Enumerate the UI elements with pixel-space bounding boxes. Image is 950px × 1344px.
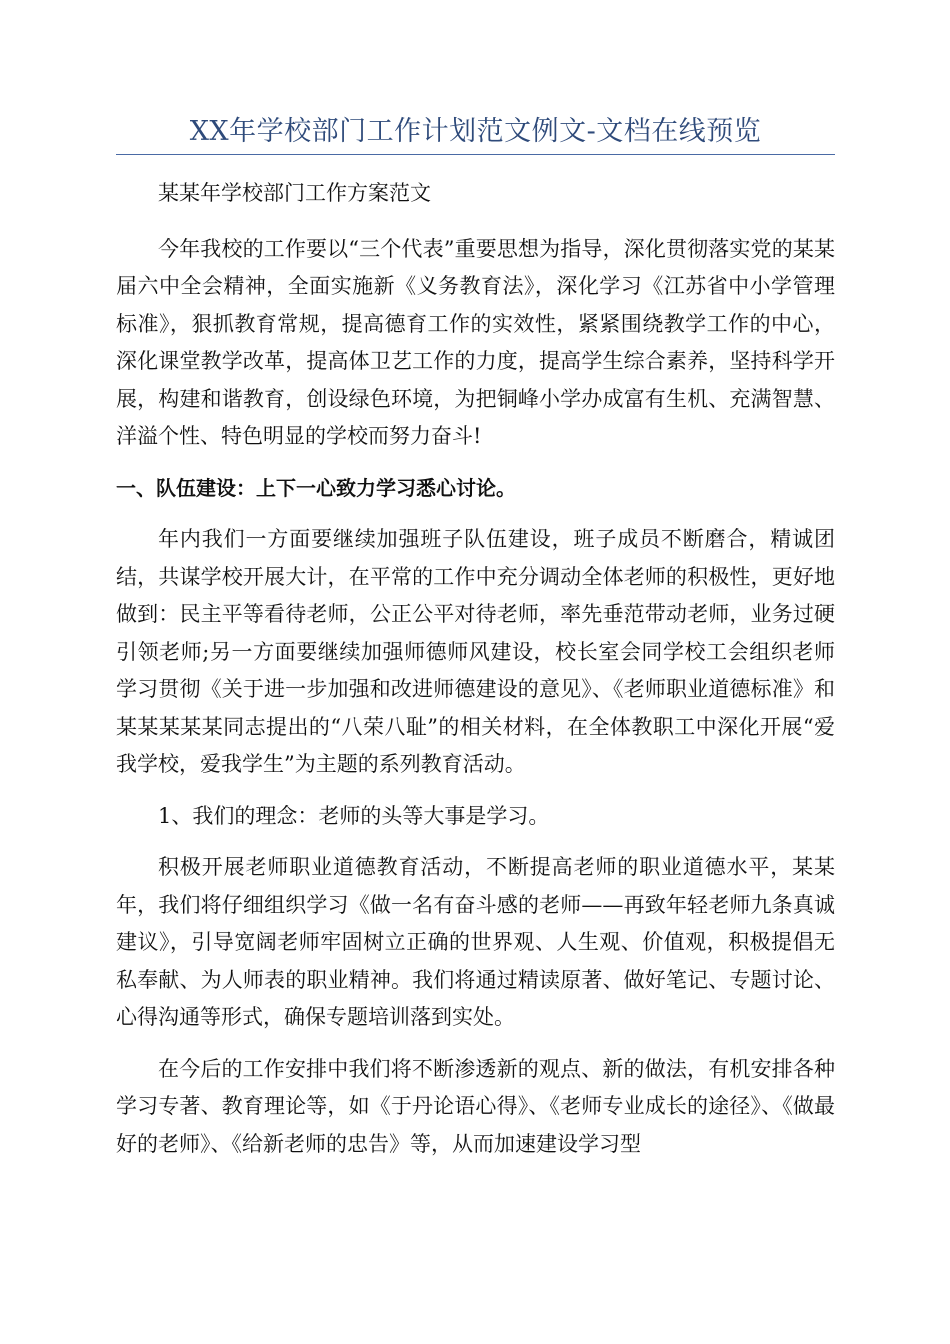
title-underline <box>116 154 835 155</box>
document-subtitle: 某某年学校部门工作方案范文 <box>158 181 431 205</box>
document-title: XX年学校部门工作计划范文例文-文档在线预览 <box>189 116 762 147</box>
paragraph-ethics-education: 积极开展老师职业道德教育活动，不断提高老师的职业道德水平，某某年，我们将仔细组织学习《做一名有奋斗感的老师——再致年轻老师九条真诚建议》，引导宽阔老师牢固树立正确的世界观、人生观、价值观，积极提倡无私奉献、为人师表的职业精神。我们将通过精读原著、做好笔记、专题讨论、心得沟通等形式，确保专题培训落到实处。 <box>116 855 835 1029</box>
paragraph-team-building: 年内我们一方面要继续加强班子队伍建设，班子成员不断磨合，精诚团结，共谋学校开展大计，在平常的工作中充分调动全体老师的积极性，更好地做到：民主平等看待老师，公正公平对待老师，率先垂范带动老师，业务过硬引领老师;另一方面要继续加强师德师风建设，校长室会同学校工会组织老师学习贯彻《关于进一步加强和改进师德建设的意见》、《老师职业道德标准》和某某某某某同志提出的“八荣八耻”的相关材料，在全体教职工中深化开展“爱我学校，爱我学生”为主题的系列教育活动。 <box>116 527 835 776</box>
paragraph-future-work: 在今后的工作安排中我们将不断渗透新的观点、新的做法，有机安排各种学习专著、教育理论等，如《于丹论语心得》、《老师专业成长的途径》、《做最好的老师》、《给新老师的忠告》等，从而加速建设学习型 <box>116 1056 835 1156</box>
document-body <box>116 175 835 1177</box>
section-heading-team-building: 一、队伍建设：上下一心致力学习悉心讨论。 <box>116 475 516 500</box>
point-heading-learning: 1、我们的理念：老师的头等大事是学习。 <box>158 803 550 828</box>
paragraph-intro: 今年我校的工作要以“三个代表”重要思想为指导，深化贯彻落实党的某某届六中全会精神，全面实施新《义务教育法》，深化学习《江苏省中小学管理标准》，狠抓教育常规，提高德育工作的实效性，紧紧围绕教学工作的中心，深化课堂教学改革，提高体卫艺工作的力度，提高学生综合素养，坚持科学开展，构建和谐教育，创设绿色环境，为把铜峰小学办成富有生机、充满智慧、洋溢个性、特色明显的学校而努力奋斗! <box>116 236 835 448</box>
